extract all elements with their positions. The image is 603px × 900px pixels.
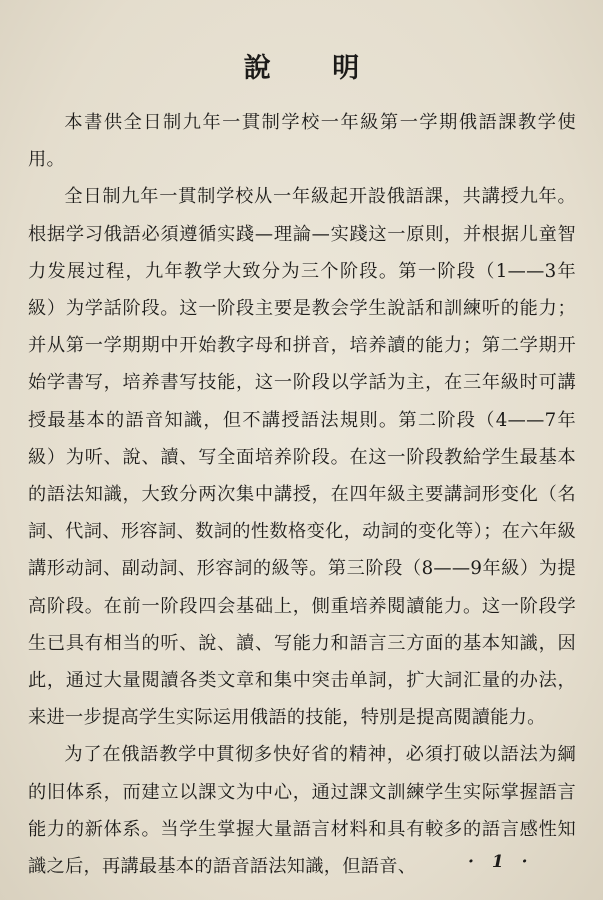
paragraph: 为了在俄語教学中貫彻多快好省的精神，必須打破以語法为綱的旧体系，而建立以課文为中心，通过課文訓練学生实际掌握語言能力的新体系。当学生掌握大量語言材料和具有較多的語言感性知識之后，再講最基本的語音語法知識，但語音、: [28, 744, 576, 878]
paragraph: 本書供全日制九年一貫制学校一年級第一学期俄語課教学使用。: [28, 112, 576, 171]
body-text: [28, 104, 576, 885]
page-number: · 1 ·: [468, 852, 534, 872]
page-title: 說 明: [243, 53, 386, 84]
paragraph: 全日制九年一貫制学校从一年級起开設俄語課，共講授九年。根据学习俄語必須遵循实踐—理論—实踐这一原則，并根据儿童智力发展过程，九年教学大致分为三个阶段。第一阶段（1——3年級）为学話阶段。这一阶段主要是教会学生說話和訓練听的能力；并从第一学期期中开始教字母和拼音，培养讀的能力；第二学期开始学書写，培养書写技能，这一阶段以学話为主，在三年級时可講授最基本的語音知識，但不講授語法規則。第二阶段（4——7年級）为听、說、讀、写全面培养阶段。在这一阶段教給学生最基本的語法知識，大致分两次集中講授，在四年級主要講詞形变化（名詞、代詞、形容詞、数詞的性数格变化，动詞的变化等）；在六年級講形动詞、副动詞、形容詞的級等。第三阶段（8——9年級）为提高阶段。在前一阶段四会基础上，側重培养閱讀能力。这一阶段学生已具有相当的听、說、讀、写能力和語言三方面的基本知識，因此，通过大量閱讀各类文章和集中突击单詞，扩大詞汇量的办法，来进一步提高学生实际运用俄語的技能，特別是提高閱讀能力。: [28, 186, 576, 729]
